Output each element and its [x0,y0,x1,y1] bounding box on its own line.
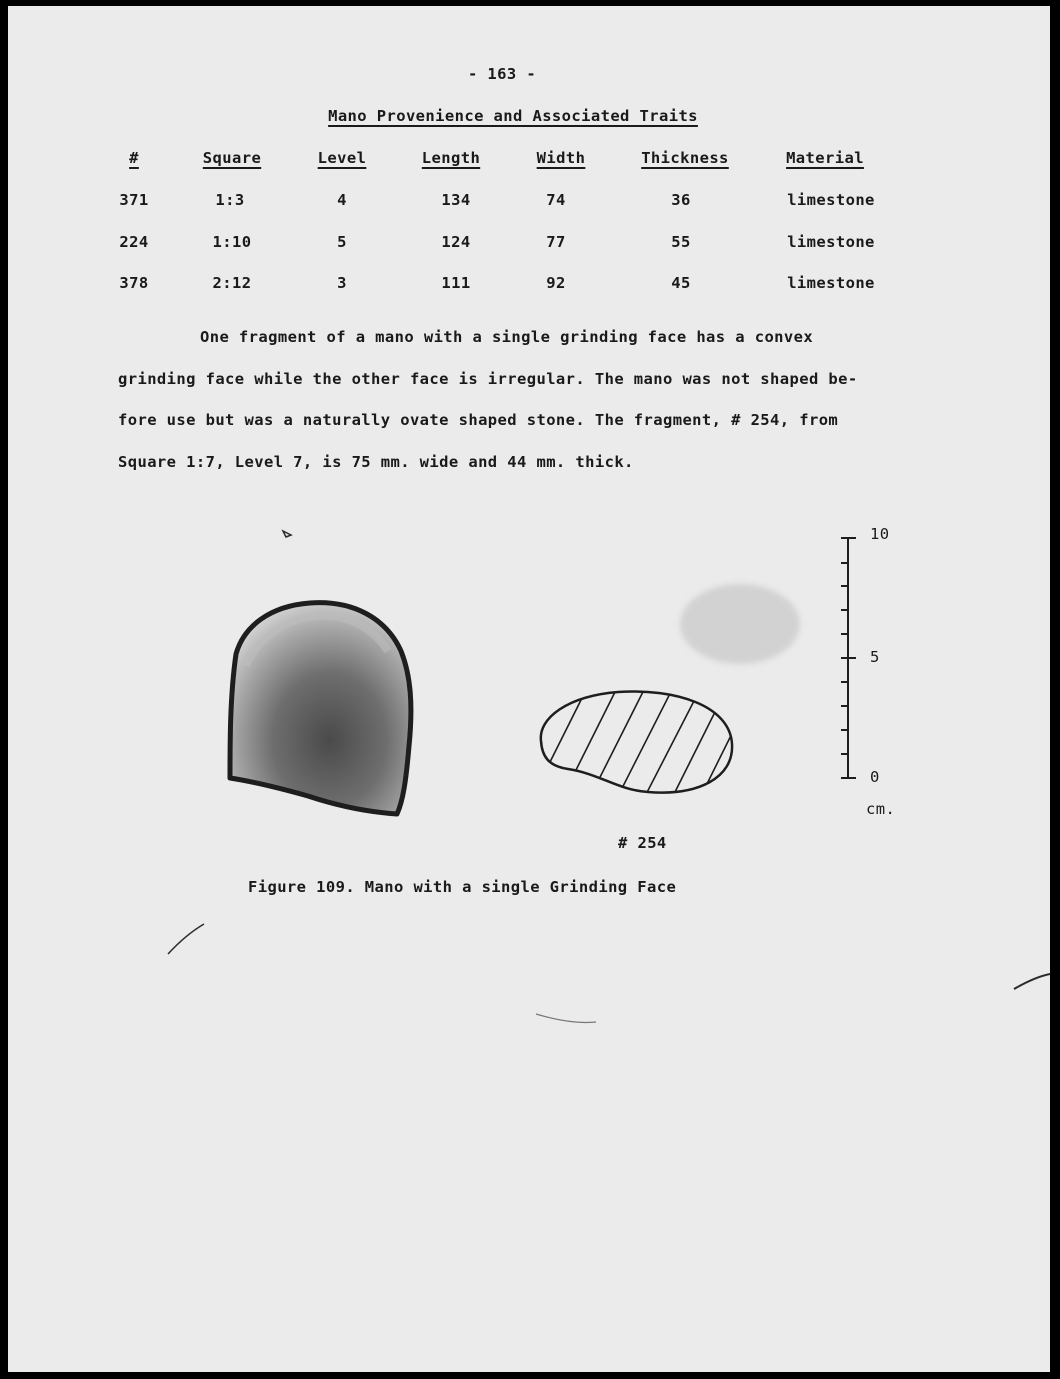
paragraph-line: One fragment of a mano with a single grinding face has a convex [200,328,814,346]
specimen-label: # 254 [618,834,667,852]
mano-face-drawing [230,603,411,814]
scale-bar [841,538,856,778]
table-cell: 36 [671,191,691,209]
figure-drawing [8,6,1050,1372]
table-cell: 45 [671,274,691,292]
table-title: Mano Provenience and Associated Traits [328,107,698,125]
scale-label-0: 0 [870,768,880,786]
paragraph-line: Square 1:7, Level 7, is 75 mm. wide and 44 mm. thick. [118,453,634,472]
table-cell: 4 [337,191,347,209]
table-cell: 371 [119,191,149,209]
scale-label-10: 10 [870,525,890,543]
scale-unit: cm. [866,800,896,818]
header-level: Level [317,149,367,167]
table-cell: 1:3 [215,191,245,209]
header-number: # [129,149,139,167]
table-cell: limestone [787,274,875,292]
table-cell: 111 [441,274,471,292]
mano-cross-section [528,666,783,806]
table-cell: 378 [119,274,149,292]
header-material: Material [786,149,864,167]
table-cell: 134 [441,191,471,209]
figure-caption: Figure 109. Mano with a single Grinding Face [248,878,677,896]
paragraph-line: fore use but was a naturally ovate shaped stone. The fragment, # 254, from [118,411,839,430]
document-page [8,6,1050,1372]
table-cell: 92 [546,274,566,292]
header-square: Square [202,149,262,167]
table-cell: 55 [671,233,691,251]
table-cell: limestone [787,191,875,209]
table-cell: limestone [787,233,875,251]
paragraph-line: grinding face while the other face is irregular. The mano was not shaped be- [118,369,858,388]
scale-label-5: 5 [870,648,880,666]
table-cell: 1:10 [212,233,252,251]
header-width: Width [536,149,586,167]
header-length: Length [421,149,481,167]
table-cell: 74 [546,191,566,209]
table-cell: 3 [337,274,347,292]
header-thickness: Thickness [641,149,729,167]
table-cell: 124 [441,233,471,251]
table-cell: 77 [546,233,566,251]
table-cell: 5 [337,233,347,251]
page-number: - 163 - [467,65,537,83]
table-cell: 2:12 [212,274,252,292]
table-cell: 224 [119,233,149,251]
